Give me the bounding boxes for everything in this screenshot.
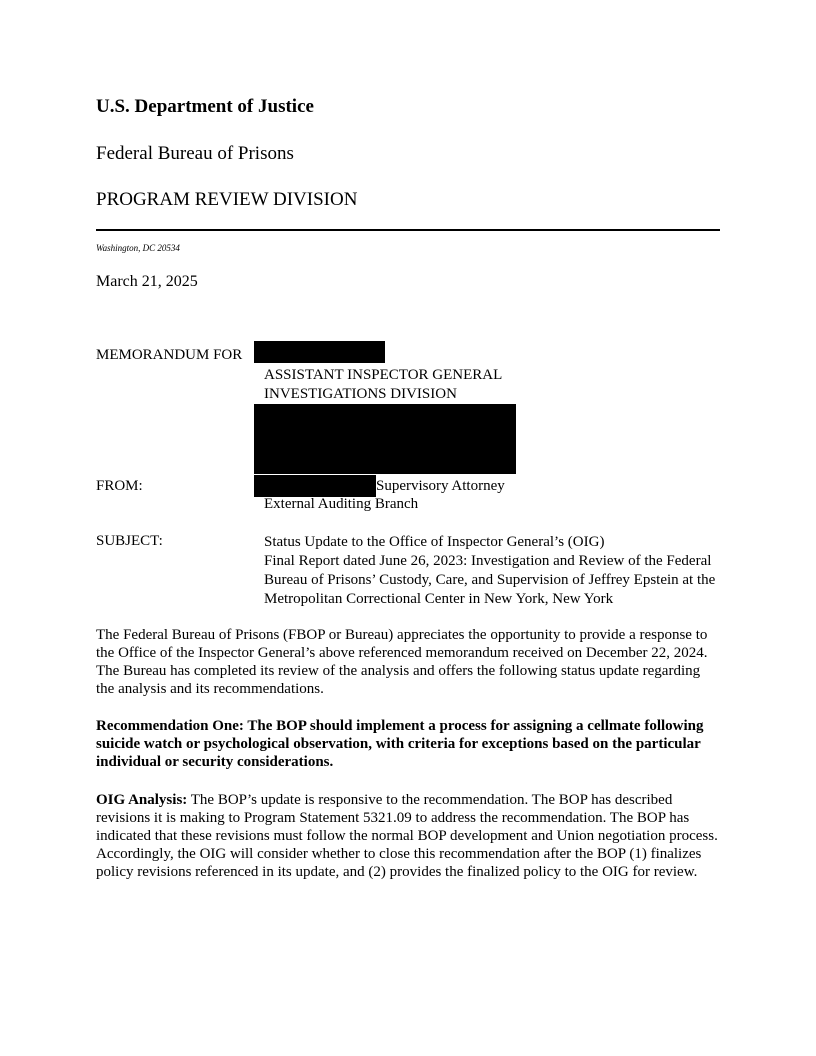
recommendation-one: Recommendation One: The BOP should implement a process for assigning a cellmate following suicide watch or psychological observation, with criteria for exceptions based on the particular individual or security considerations. [96, 718, 704, 770]
memo-date: March 21, 2025 [96, 273, 198, 290]
oig-analysis-paragraph [96, 791, 722, 881]
oig-analysis-label: OIG Analysis: [96, 792, 188, 808]
division-heading: PROGRAM REVIEW DIVISION [96, 189, 358, 210]
header-rule [96, 229, 720, 231]
subject-line: Bureau of Prisons’ Custody, Care, and Supervision of Jeffrey Epstein at the [264, 572, 716, 588]
recipient-line: ASSISTANT INSPECTOR GENERAL [264, 367, 503, 383]
redaction-box [254, 404, 516, 474]
redaction-box [254, 475, 376, 497]
from-label: FROM: [96, 478, 143, 494]
subject-label: SUBJECT: [96, 533, 163, 549]
intro-paragraph: The Federal Bureau of Prisons (FBOP or Bureau) appreciates the opportunity to provide a response to the Office of the Inspector General’s above referenced memorandum received on December 22, 2024. The Bureau has completed its review of the analysis and offers the following status update regarding the analysis and its recommendations. [96, 627, 708, 697]
redaction-box [254, 341, 385, 363]
subject-line: Status Update to the Office of Inspector General’s (OIG) [264, 534, 605, 550]
sender-title: Supervisory Attorney [376, 478, 505, 494]
subject-line: Final Report dated June 26, 2023: Investigation and Review of the Federal [264, 553, 712, 569]
location-line: Washington, DC 20534 [96, 243, 180, 253]
oig-analysis-text: The BOP’s update is responsive to the recommendation. The BOP has described revisions it is making to Program Statement 5321.09 to address the recommendation. The BOP has indicated that these revisions must follow the normal BOP development and Union negotiation process. Accordingly, the OIG will consider whether to close this recommendation after the BOP (1) finalizes policy revisions referenced in its update, and (2) provides the finalized policy to the OIG for review. [96, 792, 718, 880]
department-heading: U.S. Department of Justice [96, 96, 314, 117]
memorandum-for-label: MEMORANDUM FOR [96, 347, 243, 363]
subject-line: Metropolitan Correctional Center in New York, New York [264, 591, 614, 607]
bureau-heading: Federal Bureau of Prisons [96, 143, 294, 164]
subject-text [264, 533, 724, 609]
sender-branch: External Auditing Branch [264, 496, 419, 512]
recipient-line: INVESTIGATIONS DIVISION [264, 386, 457, 402]
